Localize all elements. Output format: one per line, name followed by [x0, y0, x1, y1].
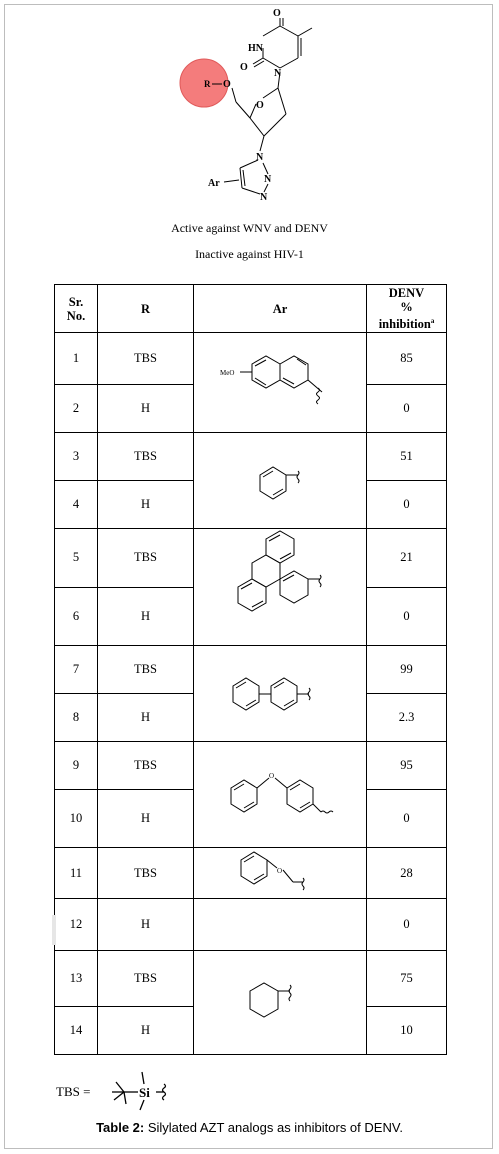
sr-cell: 13: [55, 951, 98, 1007]
triazole-n1-label: N: [256, 152, 264, 163]
sr-cell: 14: [55, 1007, 98, 1055]
r-cell: H: [98, 790, 194, 848]
sr-cell: 3: [55, 433, 98, 481]
inhibition-cell: 0: [367, 385, 447, 433]
margin-marker: [52, 915, 56, 945]
r-cell: H: [98, 899, 194, 951]
table-row: [55, 742, 447, 790]
table-row: [55, 333, 447, 385]
r-cell: H: [98, 694, 194, 742]
table-row: [55, 899, 447, 951]
inhibition-table: [54, 284, 447, 1055]
sr-cell: 12: [55, 899, 98, 951]
header-r: R: [98, 285, 194, 333]
sr-cell: 2: [55, 385, 98, 433]
table-header-row: [55, 285, 447, 333]
inhibition-cell: 0: [367, 790, 447, 848]
thymine-o-top-label: O: [273, 8, 281, 19]
ar-empty-cell: [194, 899, 367, 951]
inhibition-cell: 21: [367, 529, 447, 588]
ar-structure-phenanthryl: [194, 529, 367, 646]
si-label: Si: [139, 1085, 150, 1100]
r-cell: H: [98, 385, 194, 433]
table-row: [55, 848, 447, 899]
ar-structure-biphenyl: [194, 646, 367, 742]
r-label: R: [204, 79, 211, 89]
sr-cell: 4: [55, 481, 98, 529]
inhibition-cell: 95: [367, 742, 447, 790]
inhibition-cell: 0: [367, 481, 447, 529]
inhibition-cell: 51: [367, 433, 447, 481]
caption-text: Silylated AZT analogs as inhibitors of DENV.: [144, 1120, 403, 1135]
header-sr-no: Sr. No.: [55, 285, 98, 333]
r-cell: H: [98, 481, 194, 529]
table-caption: [0, 1120, 499, 1135]
phenoxy-o-label: O: [269, 771, 275, 780]
inhibition-cell: 2.3: [367, 694, 447, 742]
header-denv-inhibition: DENV % inhibition$^a$: [367, 285, 447, 333]
activity-caption-active: Active against WNV and DENV: [171, 221, 328, 235]
r-cell: TBS: [98, 646, 194, 694]
ether-o-label: O: [223, 79, 231, 90]
phenanthryl-icon: [210, 529, 350, 641]
table-row: [55, 951, 447, 1007]
triazole-n2-label: N: [264, 174, 272, 185]
sr-cell: 7: [55, 646, 98, 694]
ar-structure-methoxynaphthyl: [194, 333, 367, 433]
inhibition-cell: 0: [367, 587, 447, 646]
inhibition-cell: 0: [367, 899, 447, 951]
inhibition-cell: 28: [367, 848, 447, 899]
tbs-equals-label: TBS =: [56, 1084, 91, 1099]
inhibition-cell: 75: [367, 951, 447, 1007]
sr-cell: 5: [55, 529, 98, 588]
tbs-definition: [54, 1068, 204, 1118]
r-cell: TBS: [98, 951, 194, 1007]
phenyl-icon: [220, 449, 340, 509]
r-cell: H: [98, 1007, 194, 1055]
inhibition-cell: 10: [367, 1007, 447, 1055]
biphenyl-icon: [205, 662, 355, 722]
phenoxyphenyl-icon: [205, 748, 355, 838]
table-row: [55, 433, 447, 481]
table-row: [55, 646, 447, 694]
phenoxymethyl-icon: [205, 848, 355, 894]
r-cell: TBS: [98, 529, 194, 588]
sr-cell: 8: [55, 694, 98, 742]
sugar-o-label: O: [256, 100, 264, 111]
sr-cell: 11: [55, 848, 98, 899]
ar-structure-phenoxyphenyl: [194, 742, 367, 848]
meo-label: MeO: [220, 368, 235, 377]
cyclohexyl-icon: [210, 961, 350, 1041]
header-ar: Ar: [194, 285, 367, 333]
ar-label: Ar: [208, 178, 220, 189]
r-cell: TBS: [98, 333, 194, 385]
r-cell: TBS: [98, 433, 194, 481]
inhibition-cell: 85: [367, 333, 447, 385]
sr-cell: 9: [55, 742, 98, 790]
sr-cell: 10: [55, 790, 98, 848]
r-cell: TBS: [98, 848, 194, 899]
activity-caption-inactive: Inactive against HIV-1: [195, 247, 304, 261]
sr-cell: 6: [55, 587, 98, 646]
triazole-n3-label: N: [260, 192, 268, 203]
ar-structure-cyclohexyl: [194, 951, 367, 1055]
caption-label: Table 2:: [96, 1120, 145, 1135]
azt-scaffold-structure: [160, 6, 360, 211]
benzyloxy-o-label: O: [277, 867, 283, 875]
methoxynaphthyl-icon: [200, 336, 360, 426]
sr-cell: 1: [55, 333, 98, 385]
ar-structure-phenyl: [194, 433, 367, 529]
thymine-o-left-label: O: [240, 62, 248, 73]
thymine-hn-label: HN: [248, 43, 263, 54]
r-cell: TBS: [98, 742, 194, 790]
r-cell: H: [98, 587, 194, 646]
ar-structure-phenoxymethyl: [194, 848, 367, 899]
table-row: [55, 529, 447, 588]
thymine-n-label: N: [274, 68, 282, 79]
inhibition-cell: 99: [367, 646, 447, 694]
